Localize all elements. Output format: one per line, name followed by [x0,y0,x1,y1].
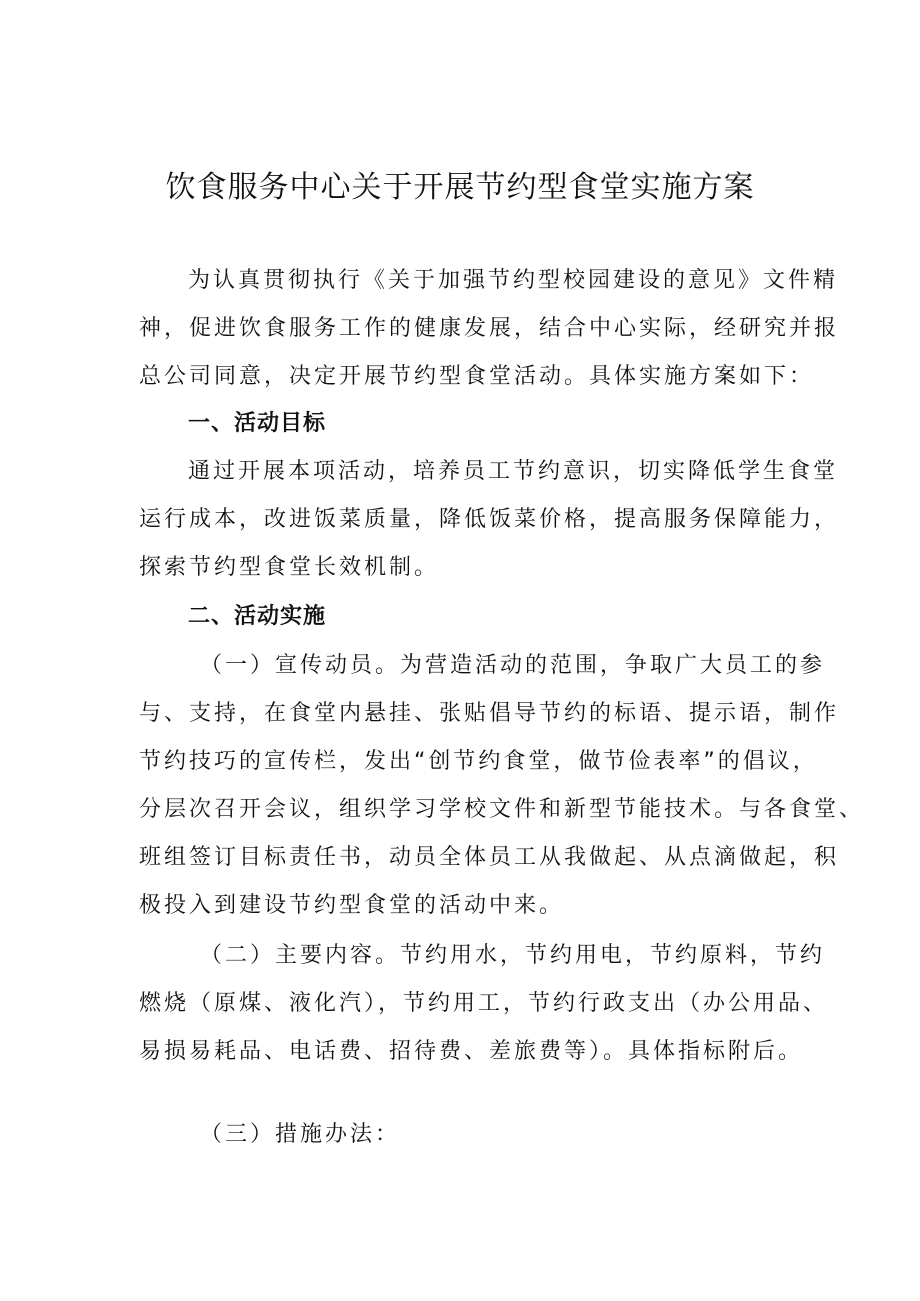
part-1-line-4: 分层次召开会议，组织学习学校文件和新型节能技术。与各食堂、 [139,797,865,822]
section-1-heading: 一、活动目标 [188,411,327,436]
part-1-line-1: （一）宣传动员。为营造活动的范围，争取广大员工的参 [200,653,826,678]
part-1-line-6: 极投入到建设节约型食堂的活动中来。 [139,893,565,918]
intro-line-2: 神，促进饮食服务工作的健康发展，结合中心实际，经研究并报 [139,316,840,341]
intro-line-3: 总公司同意，决定开展节约型食堂活动。具体实施方案如下： [139,364,815,389]
intro-line-1: 为认真贯彻执行《关于加强节约型校园建设的意见》文件精 [188,268,839,293]
section-1-line-1: 通过开展本项活动，培养员工节约意识，切实降低学生食堂 [188,459,839,484]
part-2-line-2: 燃烧（原煤、液化汽），节约用工，节约行政支出（办公用品、 [139,991,829,1016]
part-2-line-3: 易损易耗品、电话费、招待费、差旅费等）。具体指标附后。 [139,1039,804,1064]
part-3-line: （三）措施办法： [200,1122,401,1147]
part-2-line-1: （二）主要内容。节约用水，节约用电，节约原料，节约 [200,943,826,968]
section-1-line-2: 运行成本，改进饭菜质量，降低饭菜价格，提高服务保障能力， [139,507,840,532]
part-1-line-3: 节约技巧的宣传栏，发出“创节约食堂，做节俭表率”的倡议， [139,749,818,774]
section-2-heading: 二、活动实施 [188,604,327,629]
section-1-line-3: 探索节约型食堂长效机制。 [139,555,440,580]
document-title: 饮食服务中心关于开展节约型食堂实施方案 [165,170,755,205]
part-1-line-2: 与、支持，在食堂内悬挂、张贴倡导节约的标语、提示语，制作 [139,701,840,726]
part-1-line-5: 班组签订目标责任书，动员全体员工从我做起、从点滴做起，积 [139,845,840,870]
